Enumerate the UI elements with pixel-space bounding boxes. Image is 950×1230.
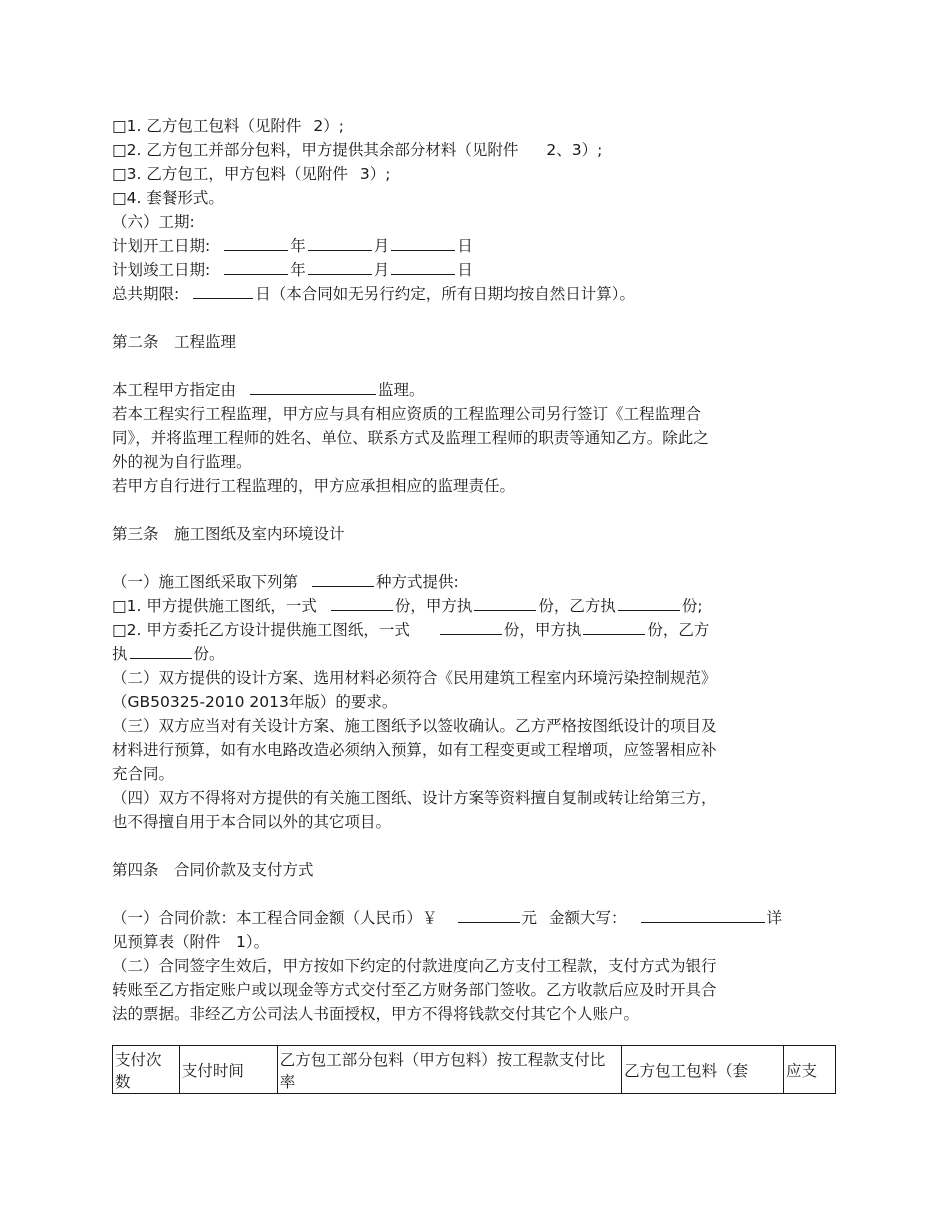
article-3-option1: □1. 甲方提供施工图纸，一式 份，甲方执 份，乙方执 份; [112,594,703,618]
option-4: □4. 套餐形式。 [112,189,224,207]
header-full-package: 乙方包工包料（套 [622,1046,784,1094]
total-period: 总共期限: 日（本合同如无另行约定，所有日期均按自然日计算）。 [112,282,635,306]
header-partial-material-ratio: 乙方包工部分包料（甲方包料）按工程款支付比率 [277,1046,621,1094]
article-2-title: 第二条 工程监理 [112,333,237,351]
article-3-item1: （一）施工图纸采取下列第 种方式提供: [112,570,459,594]
party-a-copies-blank-2[interactable] [583,618,645,635]
party-b-copies-blank-2[interactable] [130,642,192,659]
method-number-blank[interactable] [312,570,374,587]
amount-in-words-blank[interactable] [641,906,765,923]
article-2-p2-line1: 若本工程实行工程监理，甲方应与具有相应资质的工程监理公司另行签订《工程监理合 [112,405,702,423]
option-1: □1. 乙方包工包料（见附件 2）; [112,117,344,135]
article-4-item1-cont: 见预算表（附件 1）。 [112,933,270,951]
article-3-option2: □2. 甲方委托乙方设计提供施工图纸，一式 份，甲方执 份，乙方 [112,618,709,642]
article-3-item4-line2: 也不得擅自用于本合同以外的其它项目。 [112,813,392,831]
article-4-title: 第四条 合同价款及支付方式 [112,861,314,879]
article-4-item2-line2: 转账至乙方指定账户或以现金等方式交付至乙方财务部门签收。乙方收款后应及时开具合 [112,981,717,999]
article-3-title: 第三条 施工图纸及室内环境设计 [112,525,345,543]
article-3-option2-cont: 执 份。 [112,642,225,666]
option-2: □2. 乙方包工并部分包料，甲方提供其余部分材料（见附件 2、3）; [112,141,603,159]
article-3-item2-line1: （二）双方提供的设计方案、选用材料必须符合《民用建筑工程室内环境污染控制规范》 [112,669,717,687]
planned-end-date: 计划竣工日期: 年 月 日 [112,258,473,282]
article-3-item4-line1: （四）双方不得将对方提供的有关施工图纸、设计方案等资料擅自复制或转让给第三方， [112,789,717,807]
end-month-blank[interactable] [308,258,372,275]
header-payment-count: 支付次数 [113,1046,180,1094]
article-2-p2-line3: 外的视为自行监理。 [112,453,252,471]
option-3: □3. 乙方包工，甲方包料（见附件 3）; [112,165,391,183]
article-4-item2-line3: 法的票据。非经乙方公司法人书面授权，甲方不得将钱款交付其它个人账户。 [112,1005,640,1023]
article-3-item3-line3: 充合同。 [112,765,175,783]
period-heading: （六）工期: [112,213,195,231]
article-3-item3-line1: （三）双方应当对有关设计方案、施工图纸予以签收确认。乙方严格按图纸设计的项目及 [112,717,717,735]
article-3-item2-line2: （GB50325-2010 2013年版）的要求。 [112,693,398,711]
payment-schedule-table [112,1045,836,1094]
article-2-p2-line2: 同》，并将监理工程师的姓名、单位、联系方式及监理工程师的职责等通知乙方。除此之 [112,429,709,447]
header-payment-time: 支付时间 [179,1046,277,1094]
table-header-row [113,1046,836,1094]
contract-amount-blank[interactable] [458,906,520,923]
start-month-blank[interactable] [308,234,372,251]
article-4-item1: （一）合同价款：本工程合同金额（人民币）￥ 元 金额大写： 详 [112,906,782,930]
total-days-blank[interactable] [193,282,253,299]
supervisor-blank[interactable] [250,378,376,395]
party-a-copies-blank-1[interactable] [474,594,536,611]
copies-total-blank-2[interactable] [440,618,502,635]
end-year-blank[interactable] [224,258,288,275]
start-day-blank[interactable] [391,234,455,251]
planned-start-date: 计划开工日期: 年 月 日 [112,234,473,258]
article-2-p1: 本工程甲方指定由 监理。 [112,378,425,402]
article-3-item3-line2: 材料进行预算，如有水电路改造必须纳入预算，如有工程变更或工程增项，应签署相应补 [112,741,717,759]
copies-total-blank-1[interactable] [331,594,393,611]
header-payable: 应支 [783,1046,835,1094]
article-4-item2-line1: （二）合同签字生效后，甲方按如下约定的付款进度向乙方支付工程款，支付方式为银行 [112,957,717,975]
start-year-blank[interactable] [224,234,288,251]
party-b-copies-blank-1[interactable] [618,594,680,611]
end-day-blank[interactable] [391,258,455,275]
article-2-p3: 若甲方自行进行工程监理的，甲方应承担相应的监理责任。 [112,477,516,495]
